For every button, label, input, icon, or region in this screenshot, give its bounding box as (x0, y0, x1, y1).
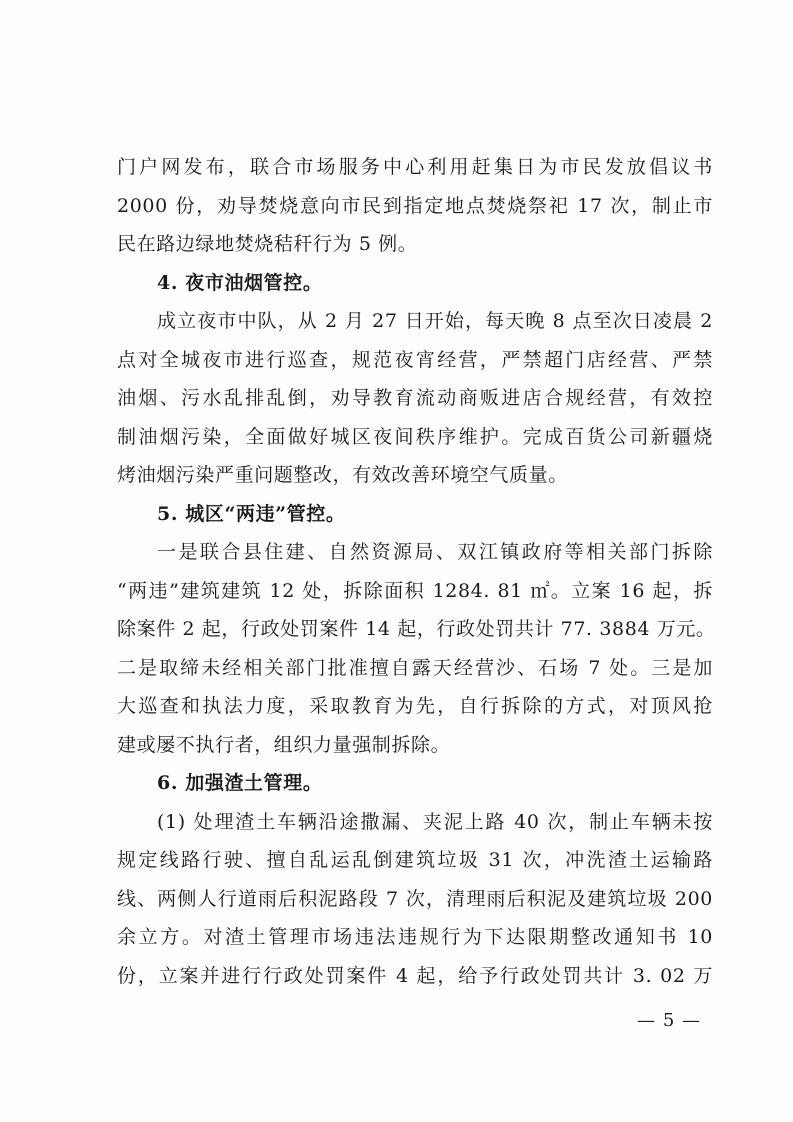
paragraph-line: 份，立案并进行行政处罚案件 4 起，给予行政处罚共计 3. 02 万 (117, 964, 713, 987)
paragraph-line: 点对全城夜市进行巡查，规范夜宵经营，严禁超门店经营、严禁 (117, 348, 713, 371)
body-text (117, 148, 716, 995)
paragraph-line: 余立方。对渣土管理市场违法违规行为下达限期整改通知书 10 (117, 926, 713, 948)
paragraph-line: 门户网发布，联合市场服务中心利用赶集日为市民发放倡议书 (117, 156, 713, 178)
paragraph-line: 二是取缔未经相关部门批准擅自露天经营沙、石场 7 处。三是加 (117, 656, 713, 679)
paragraph-line: 制油烟污染，全面做好城区夜间秩序维护。完成百货公司新疆烧 (117, 425, 713, 448)
paragraph-line: (1) 处理渣土车辆沿途撒漏、夹泥上路 40 次，制止车辆未按 (157, 810, 713, 833)
paragraph-line: 除案件 2 起，行政处罚案件 14 起，行政处罚共计 77. 3884 万元。 (117, 618, 716, 640)
paragraph-line: 线、两侧人行道雨后积泥路段 7 次，清理雨后积泥及建筑垃圾 200 (117, 887, 713, 910)
paragraph-line: 大巡查和执法力度，采取教育为先，自行拆除的方式，对顶风抢 (117, 695, 713, 717)
paragraph-line: 成立夜市中队，从 2 月 27 日开始，每天晚 8 点至次日凌晨 2 (157, 310, 713, 332)
paragraph-line: “两违”建筑建筑 12 处，拆除面积 1284. 81 ㎡。立案 16 起，拆 (117, 579, 713, 602)
paragraph-line: 民在路边绿地焚烧秸秆行为 5 例。 (117, 233, 418, 255)
section-heading-4: 4. 夜市油烟管控。 (157, 271, 323, 294)
paragraph-line: 油烟、污水乱排乱倒，劝导教育流动商贩进店合规经营，有效控 (117, 387, 713, 409)
paragraph-line: 规定线路行驶、擅自乱运乱倒建筑垃圾 31 次，冲洗渣土运输路 (117, 849, 713, 871)
paragraph-line: 2000 份，劝导焚烧意向市民到指定地点焚烧祭祀 17 次，制止市 (117, 194, 713, 217)
page-number: — 5 — (637, 1010, 701, 1031)
paragraph-line: 一是联合县住建、自然资源局、双江镇政府等相关部门拆除 (157, 541, 713, 563)
paragraph-line: 建或屡不执行者，组织力量强制拆除。 (117, 733, 451, 756)
section-heading-6: 6. 加强渣土管理。 (157, 772, 323, 794)
section-heading-5: 5. 城区“两违”管控。 (157, 502, 346, 525)
paragraph-line: 烤油烟污染严重问题整改，有效改善环境空气质量。 (117, 464, 568, 486)
